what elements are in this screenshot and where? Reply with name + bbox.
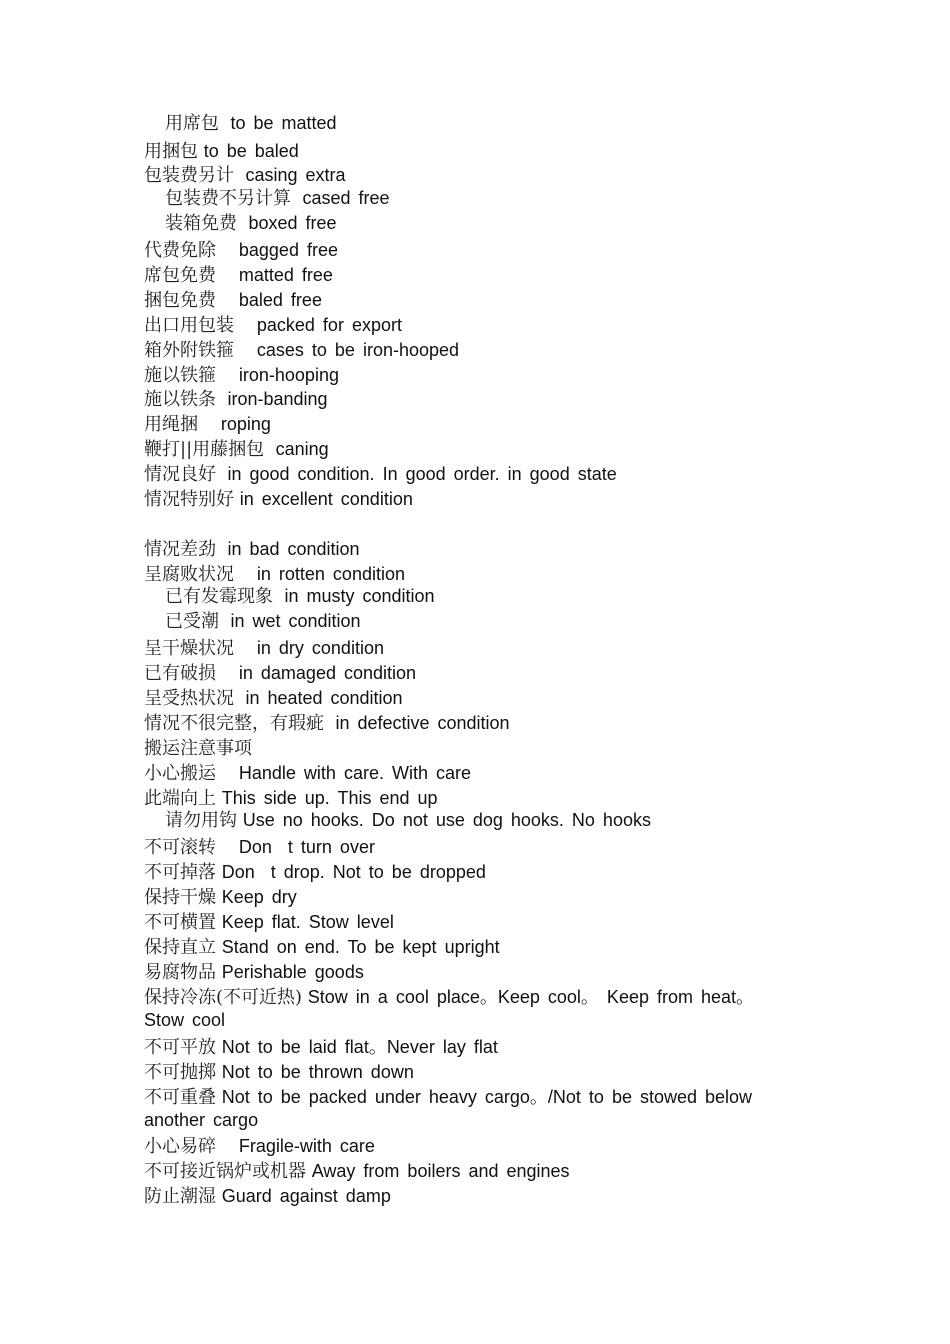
text-line: 包装费另计 casing extra [144, 165, 346, 186]
text-line: 保持干燥 Keep dry [144, 887, 297, 908]
text-line: 保持冷冻(不可近热) Stow in a cool place。Keep cool。 Keep from heat。 [144, 987, 755, 1008]
text-line: 请勿用钩 Use no hooks. Do not use dog hooks. No hooks [165, 810, 651, 831]
text-line: 不可横置 Keep flat. Stow level [144, 912, 394, 933]
text-line: 情况特别好 in excellent condition [144, 489, 413, 510]
text-line: 呈腐败状况 in rotten condition [144, 564, 405, 585]
text-line: 呈受热状况 in heated condition [144, 688, 403, 709]
text-line: 用捆包 to be baled [144, 141, 299, 162]
text-line: 不可滚转 Don t turn over [144, 837, 375, 858]
text-line: 此端向上 This side up. This end up [144, 788, 438, 809]
text-line: 出口用包装 packed for export [144, 315, 402, 336]
text-line: 不可抛掷 Not to be thrown down [144, 1062, 414, 1083]
text-line: 情况差劲 in bad condition [144, 539, 360, 560]
text-line: 包装费不另计算 cased free [165, 188, 390, 209]
text-line: 施以铁条 iron-banding [144, 389, 328, 410]
text-line: 情况良好 in good condition. In good order. in good state [144, 464, 617, 485]
text-line: 用绳捆 roping [144, 414, 271, 435]
text-line: 保持直立 Stand on end. To be kept upright [144, 937, 500, 958]
text-line: 已受潮 in wet condition [165, 611, 361, 632]
text-line: 易腐物品 Perishable goods [144, 962, 364, 983]
text-line: 捆包免费 baled free [144, 290, 322, 311]
text-line: 用席包 to be matted [165, 113, 337, 134]
text-line: 已有发霉现象 in musty condition [165, 586, 435, 607]
text-line-continuation: another cargo [144, 1110, 259, 1130]
text-line: 施以铁箍 iron-hooping [144, 365, 339, 386]
text-line: 装箱免费 boxed free [165, 213, 337, 234]
text-line: 呈干燥状况 in dry condition [144, 638, 384, 659]
text-line: 代费免除 bagged free [144, 240, 338, 261]
text-line: 不可重叠 Not to be packed under heavy cargo。/Not to be stowed below [144, 1087, 753, 1108]
text-line: 防止潮湿 Guard against damp [144, 1186, 391, 1207]
text-line: 小心搬运 Handle with care. With care [144, 763, 471, 784]
text-line-continuation: Stow cool [144, 1010, 226, 1030]
text-line: 已有破损 in damaged condition [144, 663, 417, 684]
text-line: 情况不很完整，有瑕疵 in defective condition [144, 713, 510, 734]
text-line: 不可接近锅炉或机器 Away from boilers and engines [144, 1161, 570, 1182]
section-heading: 搬运注意事项 [144, 738, 252, 759]
text-line: 小心易碎 Fragile-with care [144, 1136, 375, 1157]
text-line: 不可平放 Not to be laid flat。Never lay flat [144, 1037, 498, 1058]
text-line: 箱外附铁箍 cases to be iron-hooped [144, 340, 460, 361]
text-line: 席包免费 matted free [144, 265, 333, 286]
text-line: 鞭打||用藤捆包 caning [144, 439, 329, 460]
text-line: 不可掉落 Don t drop. Not to be dropped [144, 862, 486, 883]
